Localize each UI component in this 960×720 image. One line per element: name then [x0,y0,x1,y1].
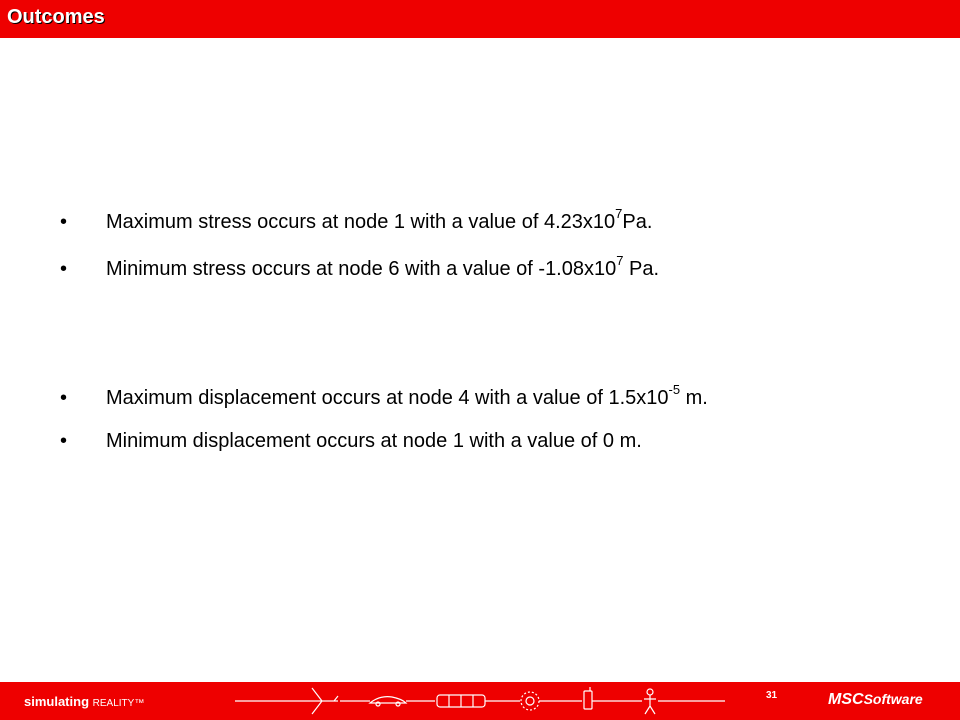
industry-icons [230,684,730,718]
car-icon [370,697,406,706]
bullet-symbol: • [60,258,68,280]
bullet-symbol: • [60,211,68,233]
superscript: 7 [615,206,623,221]
slide-title: Outcomes [7,6,105,28]
phone-icon [584,687,592,709]
superscript: -5 [668,382,681,397]
bullet-text: Maximum displacement occurs at node 4 with a value of $1.5x10^{-5}$ m. [106,382,708,409]
airplane-icon [302,688,338,714]
gear-icon [521,692,539,710]
bullet-symbol: • [60,387,68,409]
title-bar [0,0,960,38]
bullet-text: Minimum stress occurs at node 6 with a value of $-1.08x10^7$ Pa. [106,253,660,280]
bullet-symbol: • [60,430,68,452]
superscript: 7 [616,253,624,268]
footer-bar [0,682,960,720]
person-icon [644,689,656,714]
page-number: 31 [766,690,778,701]
bullet-text: Minimum displacement occurs at node 1 with a value of 0 m. [106,430,642,452]
bullet-text: Maximum stress occurs at node 1 with a value of $4.23x10^7Pa$. [106,206,653,233]
tagline: simulating REALITY™ [24,694,145,709]
train-icon [437,695,485,707]
msc-software-logo: MSCSoftware [828,691,923,708]
